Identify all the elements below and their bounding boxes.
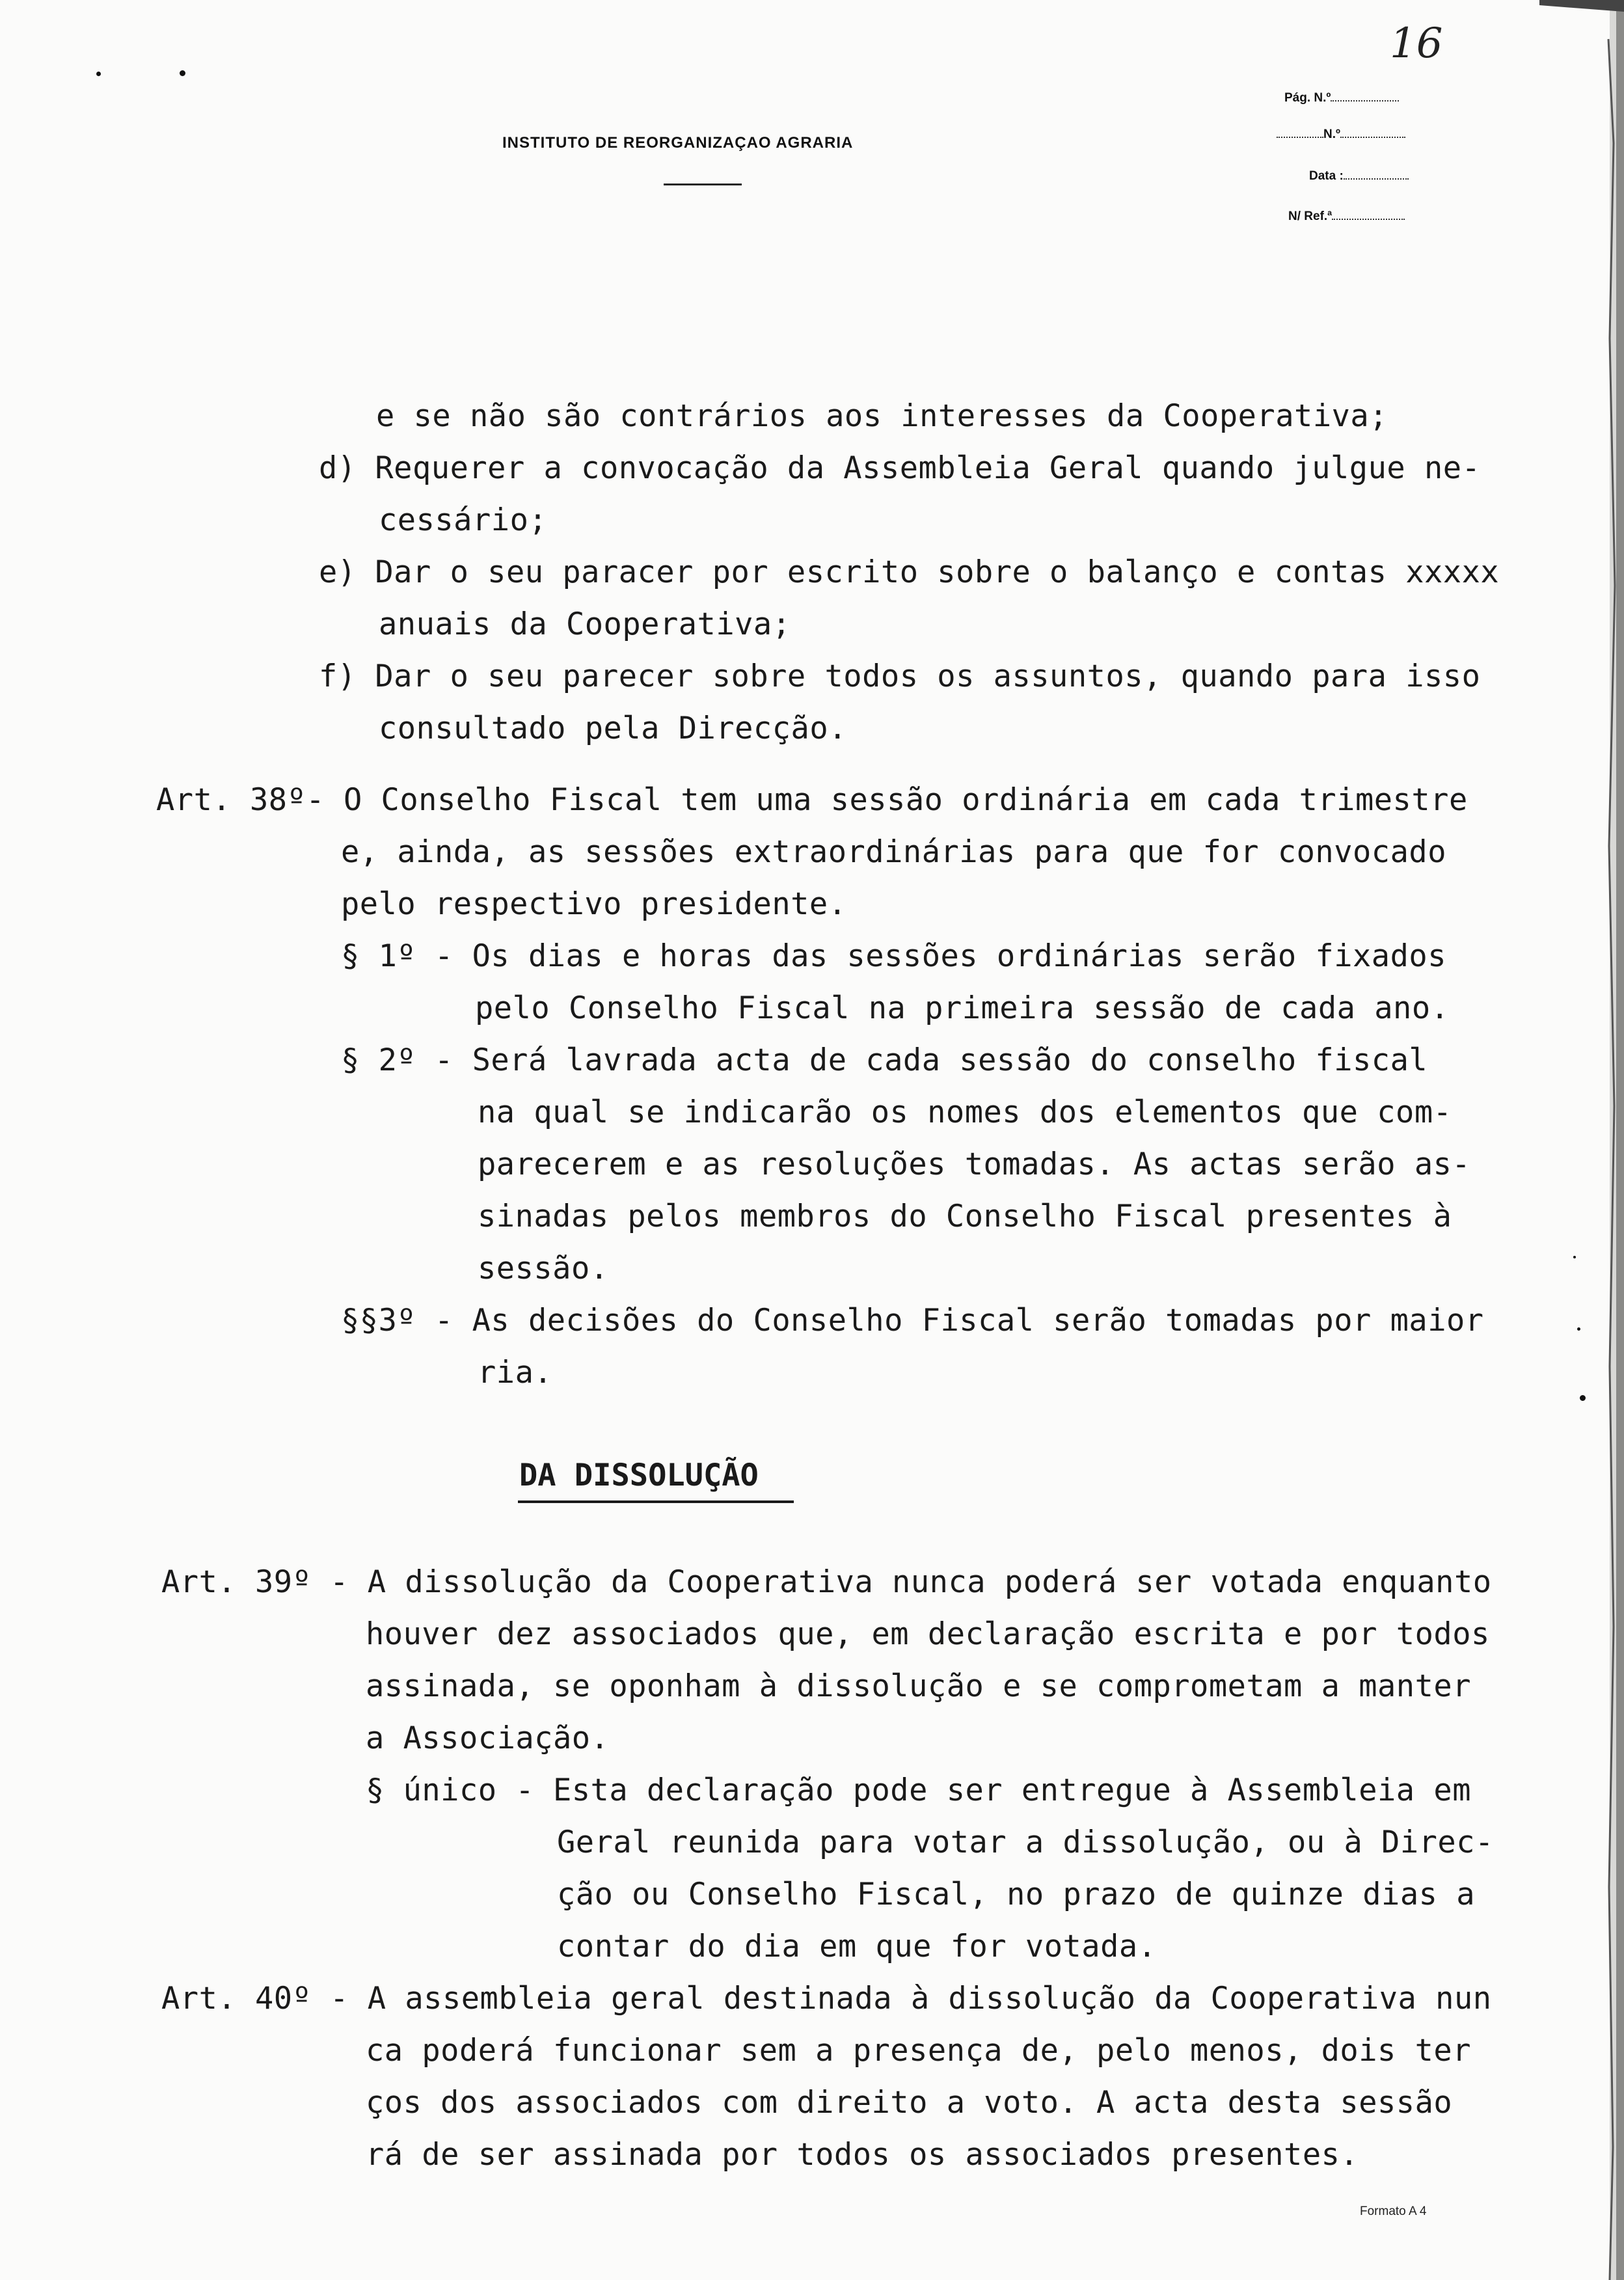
line-13: § 2º - Será lavrada acta de cada sessão do conselho fiscal bbox=[341, 1042, 1428, 1078]
line-03: cessário; bbox=[379, 502, 548, 538]
line-05: anuais da Cooperativa; bbox=[379, 606, 791, 642]
line-14: na qual se indicarão os nomes dos elementos que com- bbox=[478, 1094, 1452, 1130]
line-21: houver dez associados que, em declaração escrita e por todos bbox=[366, 1616, 1490, 1652]
line-12: pelo Conselho Fiscal na primeira sessão de cada ano. bbox=[475, 990, 1450, 1026]
line-20: Art. 39º - A dissolução da Cooperativa nunca poderá ser votada enquanto bbox=[161, 1564, 1492, 1600]
line-30: ços dos associados com direito a voto. A acta desta sessão bbox=[366, 2085, 1453, 2121]
line-09: e, ainda, as sessões extraordinárias para que for convocado bbox=[341, 834, 1446, 870]
line-28: Art. 40º - A assembleia geral destinada à dissolução da Cooperativa nun bbox=[161, 1981, 1492, 2016]
scan-speck bbox=[1577, 1327, 1580, 1331]
line-11: § 1º - Os dias e horas das sessões ordinárias serão fixados bbox=[341, 938, 1446, 974]
number-dots-left bbox=[1277, 128, 1323, 138]
line-27: contar do dia em que for votada. bbox=[557, 1929, 1157, 1964]
line-15: parecerem e as resoluções tomadas. As actas serão as- bbox=[478, 1147, 1471, 1182]
header-rule bbox=[664, 183, 742, 185]
line-19: ria. bbox=[478, 1355, 553, 1391]
reference-dots bbox=[1332, 210, 1405, 220]
scan-speck bbox=[1573, 1256, 1576, 1258]
number-field bbox=[1277, 128, 1405, 142]
line-10: pelo respectivo presidente. bbox=[341, 886, 847, 922]
reference-field bbox=[1288, 210, 1405, 224]
date-label: Data : bbox=[1309, 169, 1344, 183]
date-field bbox=[1309, 169, 1409, 183]
date-dots bbox=[1344, 169, 1409, 180]
line-25: Geral reunida para votar a dissolução, ou à Direc- bbox=[557, 1825, 1494, 1860]
section-heading: DA DISSOLUÇÃO bbox=[519, 1458, 759, 1493]
handwritten-page-mark: 16 bbox=[1390, 20, 1443, 68]
scan-speck bbox=[180, 70, 185, 76]
reference-label: N/ Ref.ª bbox=[1288, 210, 1333, 223]
scan-edge-shadow bbox=[1526, 0, 1624, 2280]
line-02: d) Requerer a convocação da Assembleia Geral quando julgue ne- bbox=[319, 450, 1481, 486]
line-07: consultado pela Direcção. bbox=[379, 711, 847, 746]
number-label: N.º bbox=[1323, 128, 1340, 141]
line-22: assinada, se oponham à dissolução e se comprometam a manter bbox=[366, 1668, 1471, 1704]
line-26: ção ou Conselho Fiscal, no prazo de quinze dias a bbox=[557, 1877, 1476, 1912]
line-18: §§3º - As decisões do Conselho Fiscal serão tomadas por maior bbox=[341, 1303, 1484, 1338]
line-24: § único - Esta declaração pode ser entregue à Assembleia em bbox=[366, 1772, 1471, 1808]
scan-speck bbox=[1580, 1395, 1586, 1401]
page-number-field bbox=[1284, 91, 1399, 105]
line-08: Art. 38º- O Conselho Fiscal tem uma sessão ordinária em cada trimestre bbox=[156, 782, 1468, 818]
number-dots bbox=[1340, 128, 1405, 138]
institute-header: INSTITUTO DE REORGANIZAÇAO AGRARIA bbox=[502, 134, 854, 152]
line-17: sessão. bbox=[478, 1251, 609, 1286]
scan-speck bbox=[96, 72, 101, 76]
section-heading-underline bbox=[518, 1500, 794, 1503]
line-29: ca poderá funcionar sem a presença de, pelo menos, dois ter bbox=[366, 2033, 1471, 2069]
line-23: a Associação. bbox=[366, 1720, 610, 1756]
line-31: rá de ser assinada por todos os associados presentes. bbox=[366, 2137, 1359, 2173]
line-01: e se não são contrários aos interesses da Cooperativa; bbox=[376, 398, 1388, 434]
line-04: e) Dar o seu paracer por escrito sobre o balanço e contas xxxxx bbox=[319, 554, 1500, 590]
line-06: f) Dar o seu parecer sobre todos os assuntos, quando para isso bbox=[319, 658, 1481, 694]
paper-format-label: Formato A 4 bbox=[1360, 2205, 1427, 2218]
line-16: sinadas pelos membros do Conselho Fiscal presentes à bbox=[478, 1199, 1452, 1234]
page-number-dots bbox=[1331, 91, 1399, 102]
page-number-label: Pág. N.º bbox=[1284, 91, 1331, 105]
